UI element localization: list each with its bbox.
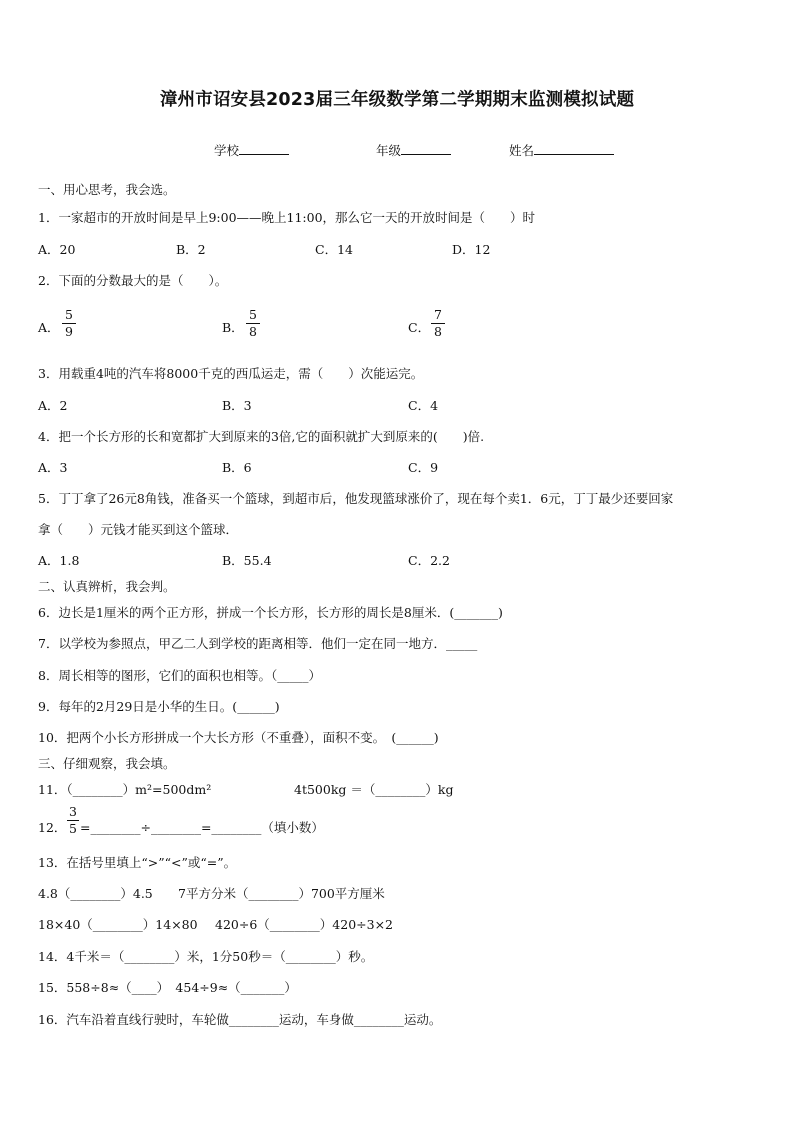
- grade-field: [376, 141, 451, 159]
- question-12-label: 12．: [38, 820, 67, 835]
- section-3-heading: 三、仔细观察，我会填。: [38, 756, 176, 771]
- q3-option-a[interactable]: A．2: [38, 398, 68, 413]
- q4-option-b[interactable]: B．6: [222, 460, 252, 475]
- q1-option-d[interactable]: D．12: [452, 242, 491, 257]
- question-7: 7．以学校为参照点，甲乙二人到学校的距离相等．他们一定在同一地方．_____: [38, 636, 478, 651]
- section-2-heading: 二、认真辨析，我会判。: [38, 579, 176, 594]
- q13-row-1b: 7平方分米（________）700平方厘米: [178, 886, 385, 901]
- q13-row-2b: 420÷6（________）420÷3×2: [215, 917, 393, 932]
- q1-option-a[interactable]: A．20: [38, 242, 76, 257]
- name-blank[interactable]: [534, 141, 614, 155]
- q2-c-numerator: 7: [434, 307, 442, 322]
- grade-blank[interactable]: [401, 141, 451, 155]
- q2-option-a-fraction: [62, 308, 76, 339]
- q2-option-c-label[interactable]: C．: [408, 320, 431, 335]
- question-8: 8．周长相等的图形，它们的面积也相等。（_____）: [38, 668, 321, 683]
- q3-option-b[interactable]: B．3: [222, 398, 252, 413]
- q2-a-denominator: 9: [65, 324, 73, 339]
- page-title: 漳州市诏安县2023届三年级数学第二学期期末监测模拟试题: [159, 90, 635, 110]
- question-15: 15．558÷8≈（____） 454÷9≈（_______）: [38, 980, 297, 995]
- q13-row-1a: 4.8（________）4.5: [38, 886, 153, 901]
- question-14: 14．4千米＝（________）米，1分50秒＝（________）秒。: [38, 949, 374, 964]
- q2-b-numerator: 5: [249, 307, 257, 322]
- q4-option-c[interactable]: C．9: [408, 460, 439, 475]
- question-13: 13．在括号里填上“>”“<”或“=”。: [38, 855, 237, 870]
- question-3: 3．用载重4吨的汽车将8000千克的西瓜运走，需（ ）次能运完。: [38, 366, 424, 381]
- q5-option-c[interactable]: C．2.2: [408, 553, 450, 568]
- school-label: 学校: [214, 143, 240, 158]
- q5-option-a[interactable]: A．1.8: [38, 553, 80, 568]
- name-field: [509, 141, 614, 159]
- q4-option-a[interactable]: A．3: [38, 460, 68, 475]
- section-1-heading: 一、用心思考，我会选。: [38, 182, 176, 197]
- q12-numerator: 3: [69, 804, 77, 819]
- question-11-right: 4t500kg ＝（________）kg: [294, 782, 454, 797]
- school-field: [214, 141, 289, 159]
- question-1: 1．一家超市的开放时间是早上9:00——晚上11:00，那么它一天的开放时间是（ ）时: [38, 210, 536, 225]
- q12-fraction: [67, 805, 79, 836]
- q3-option-c[interactable]: C．4: [408, 398, 439, 413]
- q2-option-b-fraction: [246, 308, 260, 339]
- q2-a-numerator: 5: [65, 307, 73, 322]
- question-6: 6．边长是1厘米的两个正方形，拼成一个长方形，长方形的周长是8厘米．(_______): [38, 605, 503, 620]
- school-blank[interactable]: [239, 141, 289, 155]
- q5-option-b[interactable]: B．55.4: [222, 553, 272, 568]
- q2-option-b-label[interactable]: B．: [222, 320, 244, 335]
- question-9: 9．每年的2月29日是小华的生日。(______): [38, 699, 280, 714]
- question-2: 2．下面的分数最大的是（ ）。: [38, 273, 228, 288]
- q1-option-c[interactable]: C．14: [315, 242, 353, 257]
- question-16: 16．汽车沿着直线行驶时，车轮做________运动，车身做________运动。: [38, 1012, 442, 1027]
- q2-c-denominator: 8: [434, 324, 442, 339]
- question-12-rest: =________÷________=________（填小数）: [80, 820, 324, 835]
- question-5-line-1: 5．丁丁拿了26元8角钱，准备买一个篮球，到超市后，他发现篮球涨价了，现在每个卖1．6元，丁丁最少还要回家: [38, 491, 674, 506]
- grade-label: 年级: [376, 143, 402, 158]
- q1-option-b[interactable]: B．2: [176, 242, 206, 257]
- q2-option-c-fraction: [431, 308, 445, 339]
- q12-denominator: 5: [69, 821, 77, 836]
- name-label: 姓名: [509, 143, 535, 158]
- q13-row-2a: 18×40（________）14×80: [38, 917, 198, 932]
- question-4: 4．把一个长方形的长和宽都扩大到原来的3倍,它的面积就扩大到原来的( )倍.: [38, 429, 485, 444]
- question-10: 10．把两个小长方形拼成一个大长方形（不重叠），面积不变。 (______): [38, 730, 439, 745]
- question-5-line-2: 拿（ ）元钱才能买到这个篮球．: [38, 522, 239, 537]
- q2-option-a-label[interactable]: A．: [38, 320, 60, 335]
- q2-b-denominator: 8: [249, 324, 257, 339]
- question-11-left: 11．（________）m²=500dm²: [38, 782, 212, 797]
